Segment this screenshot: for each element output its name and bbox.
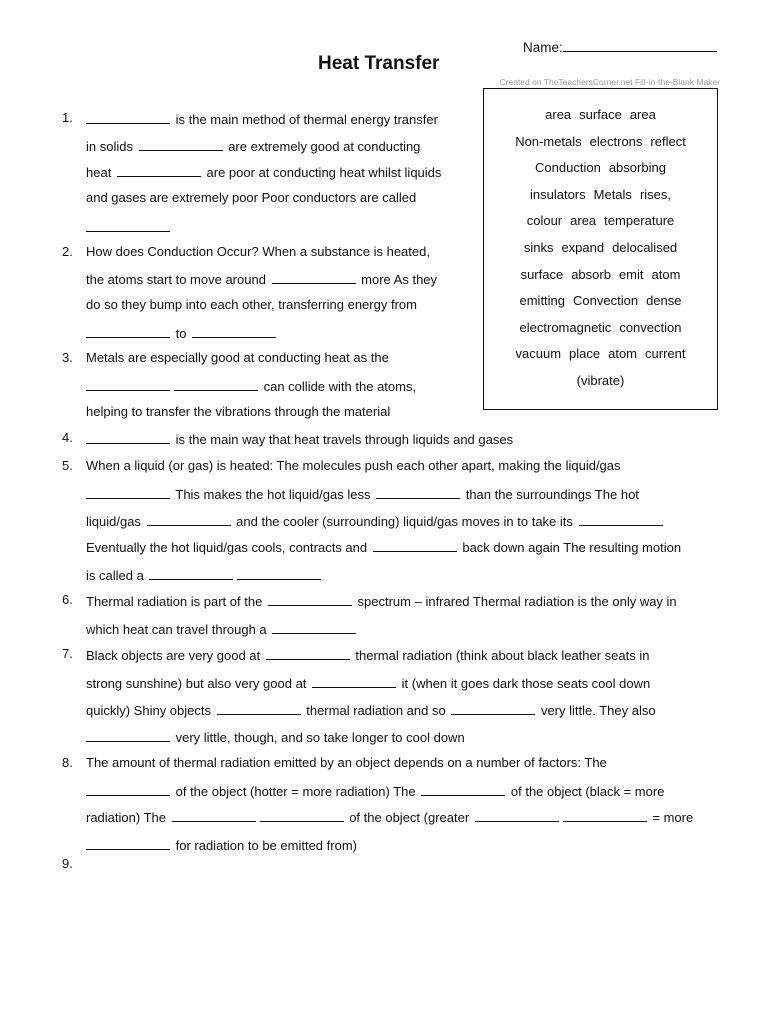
word-bank-word: temperature xyxy=(604,213,675,229)
word-bank-word: expand xyxy=(561,239,605,255)
word-bank-row xyxy=(484,346,717,373)
question-line xyxy=(86,270,437,287)
question-number: 8. xyxy=(62,755,73,770)
answer-blank[interactable] xyxy=(217,701,301,715)
question-text: back down again The resulting motion xyxy=(458,540,682,555)
word-bank-word: place xyxy=(569,346,601,362)
answer-blank[interactable] xyxy=(172,808,256,822)
word-bank-row xyxy=(484,160,717,187)
question-line xyxy=(86,350,389,367)
answer-blank[interactable] xyxy=(192,324,276,338)
question-text: Black objects are very good at xyxy=(86,648,264,663)
question-line xyxy=(86,324,278,341)
question-line xyxy=(86,297,417,314)
answer-blank[interactable] xyxy=(86,836,170,850)
question-text: quickly) Shiny objects xyxy=(86,703,215,718)
question-text: This makes the hot liquid/gas less xyxy=(172,487,375,502)
credit-text: Created on TheTeachersCorner.net Fill-in-the-Blank Maker xyxy=(499,77,720,87)
question-text: is the main way that heat travels through liquids and gases xyxy=(172,432,514,447)
question-text: radiation) The xyxy=(86,810,170,825)
word-bank-word: reflect xyxy=(650,133,686,149)
question-line xyxy=(86,836,357,853)
question-text: Thermal radiation is part of the xyxy=(86,594,266,609)
question-text: Eventually the hot liquid/gas cools, contracts and xyxy=(86,540,371,555)
word-bank-row xyxy=(484,187,717,214)
question-line xyxy=(86,782,664,799)
answer-blank[interactable] xyxy=(272,620,356,634)
question-text: spectrum – infrared Thermal radiation is the only way in xyxy=(353,594,677,609)
question-line xyxy=(86,728,465,745)
question-line xyxy=(86,137,420,154)
question-text: is called a xyxy=(86,568,148,583)
question-line xyxy=(86,430,513,447)
question-text: are extremely good at conducting xyxy=(224,139,421,154)
question-text: for radiation to be emitted from) xyxy=(172,838,357,853)
answer-blank[interactable] xyxy=(237,566,321,580)
word-bank-row xyxy=(484,320,717,347)
question-line xyxy=(86,701,656,718)
question-text: do so they bump into each other, transferring energy from xyxy=(86,297,417,312)
question-number: 1. xyxy=(62,110,73,125)
name-blank[interactable] xyxy=(563,38,717,52)
question-text: and the cooler (surrounding) liquid/gas moves in to take its xyxy=(232,514,577,529)
question-line xyxy=(86,566,323,583)
question-text: of the object (hotter = more radiation) The xyxy=(172,784,420,799)
word-bank-word: dense xyxy=(646,293,682,309)
answer-blank[interactable] xyxy=(86,485,170,499)
word-bank-row xyxy=(484,267,717,294)
word-bank-row xyxy=(484,240,717,267)
answer-blank[interactable] xyxy=(260,808,344,822)
question-line xyxy=(86,110,438,127)
question-text: to xyxy=(172,326,191,341)
question-line xyxy=(86,485,639,502)
word-bank-word: area xyxy=(629,107,656,122)
question-text: thermal radiation (think about black leather seats in xyxy=(351,648,650,663)
answer-blank[interactable] xyxy=(272,270,356,284)
question-number: 9. xyxy=(62,856,73,871)
answer-blank[interactable] xyxy=(174,377,258,391)
question-line xyxy=(86,538,681,555)
word-bank-word: Non-metals xyxy=(515,133,582,149)
question-text: of the object (black = more xyxy=(507,784,665,799)
word-bank-row xyxy=(484,293,717,320)
question-text: very little. They also xyxy=(537,703,656,718)
answer-blank[interactable] xyxy=(147,512,231,526)
word-bank xyxy=(483,88,718,410)
question-text: thermal radiation and so xyxy=(302,703,450,718)
word-bank-word: emit xyxy=(618,266,644,282)
answer-blank[interactable] xyxy=(86,324,170,338)
word-bank-row xyxy=(484,134,717,161)
word-bank-word: emitting xyxy=(519,293,566,309)
question-line xyxy=(86,755,607,772)
name-label: Name: xyxy=(523,40,563,55)
word-bank-row xyxy=(484,213,717,240)
answer-blank[interactable] xyxy=(451,701,535,715)
question-line xyxy=(86,218,172,235)
page-title: Heat Transfer xyxy=(318,53,440,74)
word-bank-word: Conduction xyxy=(535,160,601,176)
answer-blank[interactable] xyxy=(266,646,350,660)
answer-blank[interactable] xyxy=(86,377,170,391)
question-number: 5. xyxy=(62,458,73,473)
question-line xyxy=(86,808,693,825)
question-text: very little, though, and so take longer to cool down xyxy=(172,730,465,745)
word-bank-word: sinks xyxy=(523,239,554,255)
answer-blank[interactable] xyxy=(475,808,559,822)
word-bank-word: vacuum xyxy=(515,346,562,362)
word-bank-word: surface xyxy=(520,266,564,282)
word-bank-word: electromagnetic xyxy=(519,319,612,335)
question-line xyxy=(86,377,416,394)
question-text: more As they xyxy=(357,272,438,287)
word-bank-word: atom xyxy=(651,266,681,282)
answer-blank[interactable] xyxy=(373,538,457,552)
question-text: in solids xyxy=(86,139,137,154)
question-line xyxy=(86,163,441,180)
answer-blank[interactable] xyxy=(376,485,460,499)
word-bank-word: absorbing xyxy=(608,160,666,176)
question-number: 4. xyxy=(62,430,73,445)
question-text: can collide with the atoms, xyxy=(260,379,417,394)
answer-blank[interactable] xyxy=(149,566,233,580)
question-text: and gases are extremely poor Poor conductors are called xyxy=(86,190,417,205)
question-text: liquid/gas xyxy=(86,514,145,529)
answer-blank[interactable] xyxy=(563,808,647,822)
answer-blank[interactable] xyxy=(117,163,201,177)
question-line xyxy=(86,512,665,529)
word-bank-word: insulators xyxy=(530,186,586,202)
question-text: When a liquid (or gas) is heated: The molecules push each other apart, making the liquid/gas xyxy=(86,458,621,473)
question-text: it (when it goes dark those seats cool down xyxy=(398,676,651,691)
question-text: heat xyxy=(86,165,115,180)
question-text: which heat can travel through a xyxy=(86,622,271,637)
question-text: the atoms start to move around xyxy=(86,272,270,287)
answer-blank[interactable] xyxy=(268,592,352,606)
question-line xyxy=(86,458,621,475)
word-bank-word: electrons xyxy=(589,133,643,149)
question-text: than the surroundings The hot xyxy=(462,487,639,502)
question-text: of the object (greater xyxy=(345,810,473,825)
question-text: are poor at conducting heat whilst liquids xyxy=(202,165,442,180)
word-bank-word: colour xyxy=(526,213,563,229)
word-bank-word: convection xyxy=(619,319,682,335)
question-text: The amount of thermal radiation emitted by an object depends on a number of factors: The xyxy=(86,755,607,770)
answer-blank[interactable] xyxy=(312,674,396,688)
word-bank-word: rises, xyxy=(639,186,671,202)
question-line xyxy=(86,244,430,261)
word-bank-word: current xyxy=(645,346,686,362)
question-line xyxy=(86,190,416,207)
word-bank-word: delocalised xyxy=(612,239,678,255)
question-number: 7. xyxy=(62,646,73,661)
question-line xyxy=(86,620,358,637)
question-line xyxy=(86,404,390,421)
question-text: = more xyxy=(648,810,694,825)
question-text: strong sunshine) but also very good at xyxy=(86,676,311,691)
question-number: 2. xyxy=(62,244,73,259)
question-line xyxy=(86,592,677,609)
answer-blank[interactable] xyxy=(86,110,170,124)
word-bank-word: area xyxy=(570,213,597,229)
word-bank-word: absorb xyxy=(571,266,611,282)
word-bank-word: area xyxy=(545,107,572,122)
question-text: Metals are especially good at conducting heat as the xyxy=(86,350,389,365)
word-bank-word: (vibrate) xyxy=(576,372,625,388)
question-text: is the main method of thermal energy transfer xyxy=(172,112,438,127)
answer-blank[interactable] xyxy=(86,782,170,796)
answer-blank[interactable] xyxy=(86,728,170,742)
name-field[interactable] xyxy=(523,38,717,55)
word-bank-word: atom xyxy=(608,346,638,362)
answer-blank[interactable] xyxy=(139,137,223,151)
question-number: 6. xyxy=(62,592,73,607)
word-bank-word: Convection xyxy=(573,293,639,309)
question-number: 3. xyxy=(62,350,73,365)
question-text: helping to transfer the vibrations through the material xyxy=(86,404,391,419)
word-bank-word: surface xyxy=(579,107,622,122)
answer-blank[interactable] xyxy=(421,782,505,796)
question-text: How does Conduction Occur? When a substance is heated, xyxy=(86,244,430,259)
word-bank-word: Metals xyxy=(593,186,632,202)
answer-blank[interactable] xyxy=(86,218,170,232)
word-bank-row xyxy=(484,107,717,134)
question-line xyxy=(86,674,650,691)
word-bank-row xyxy=(484,373,717,400)
answer-blank[interactable] xyxy=(579,512,663,526)
question-line xyxy=(86,646,649,663)
answer-blank[interactable] xyxy=(86,430,170,444)
